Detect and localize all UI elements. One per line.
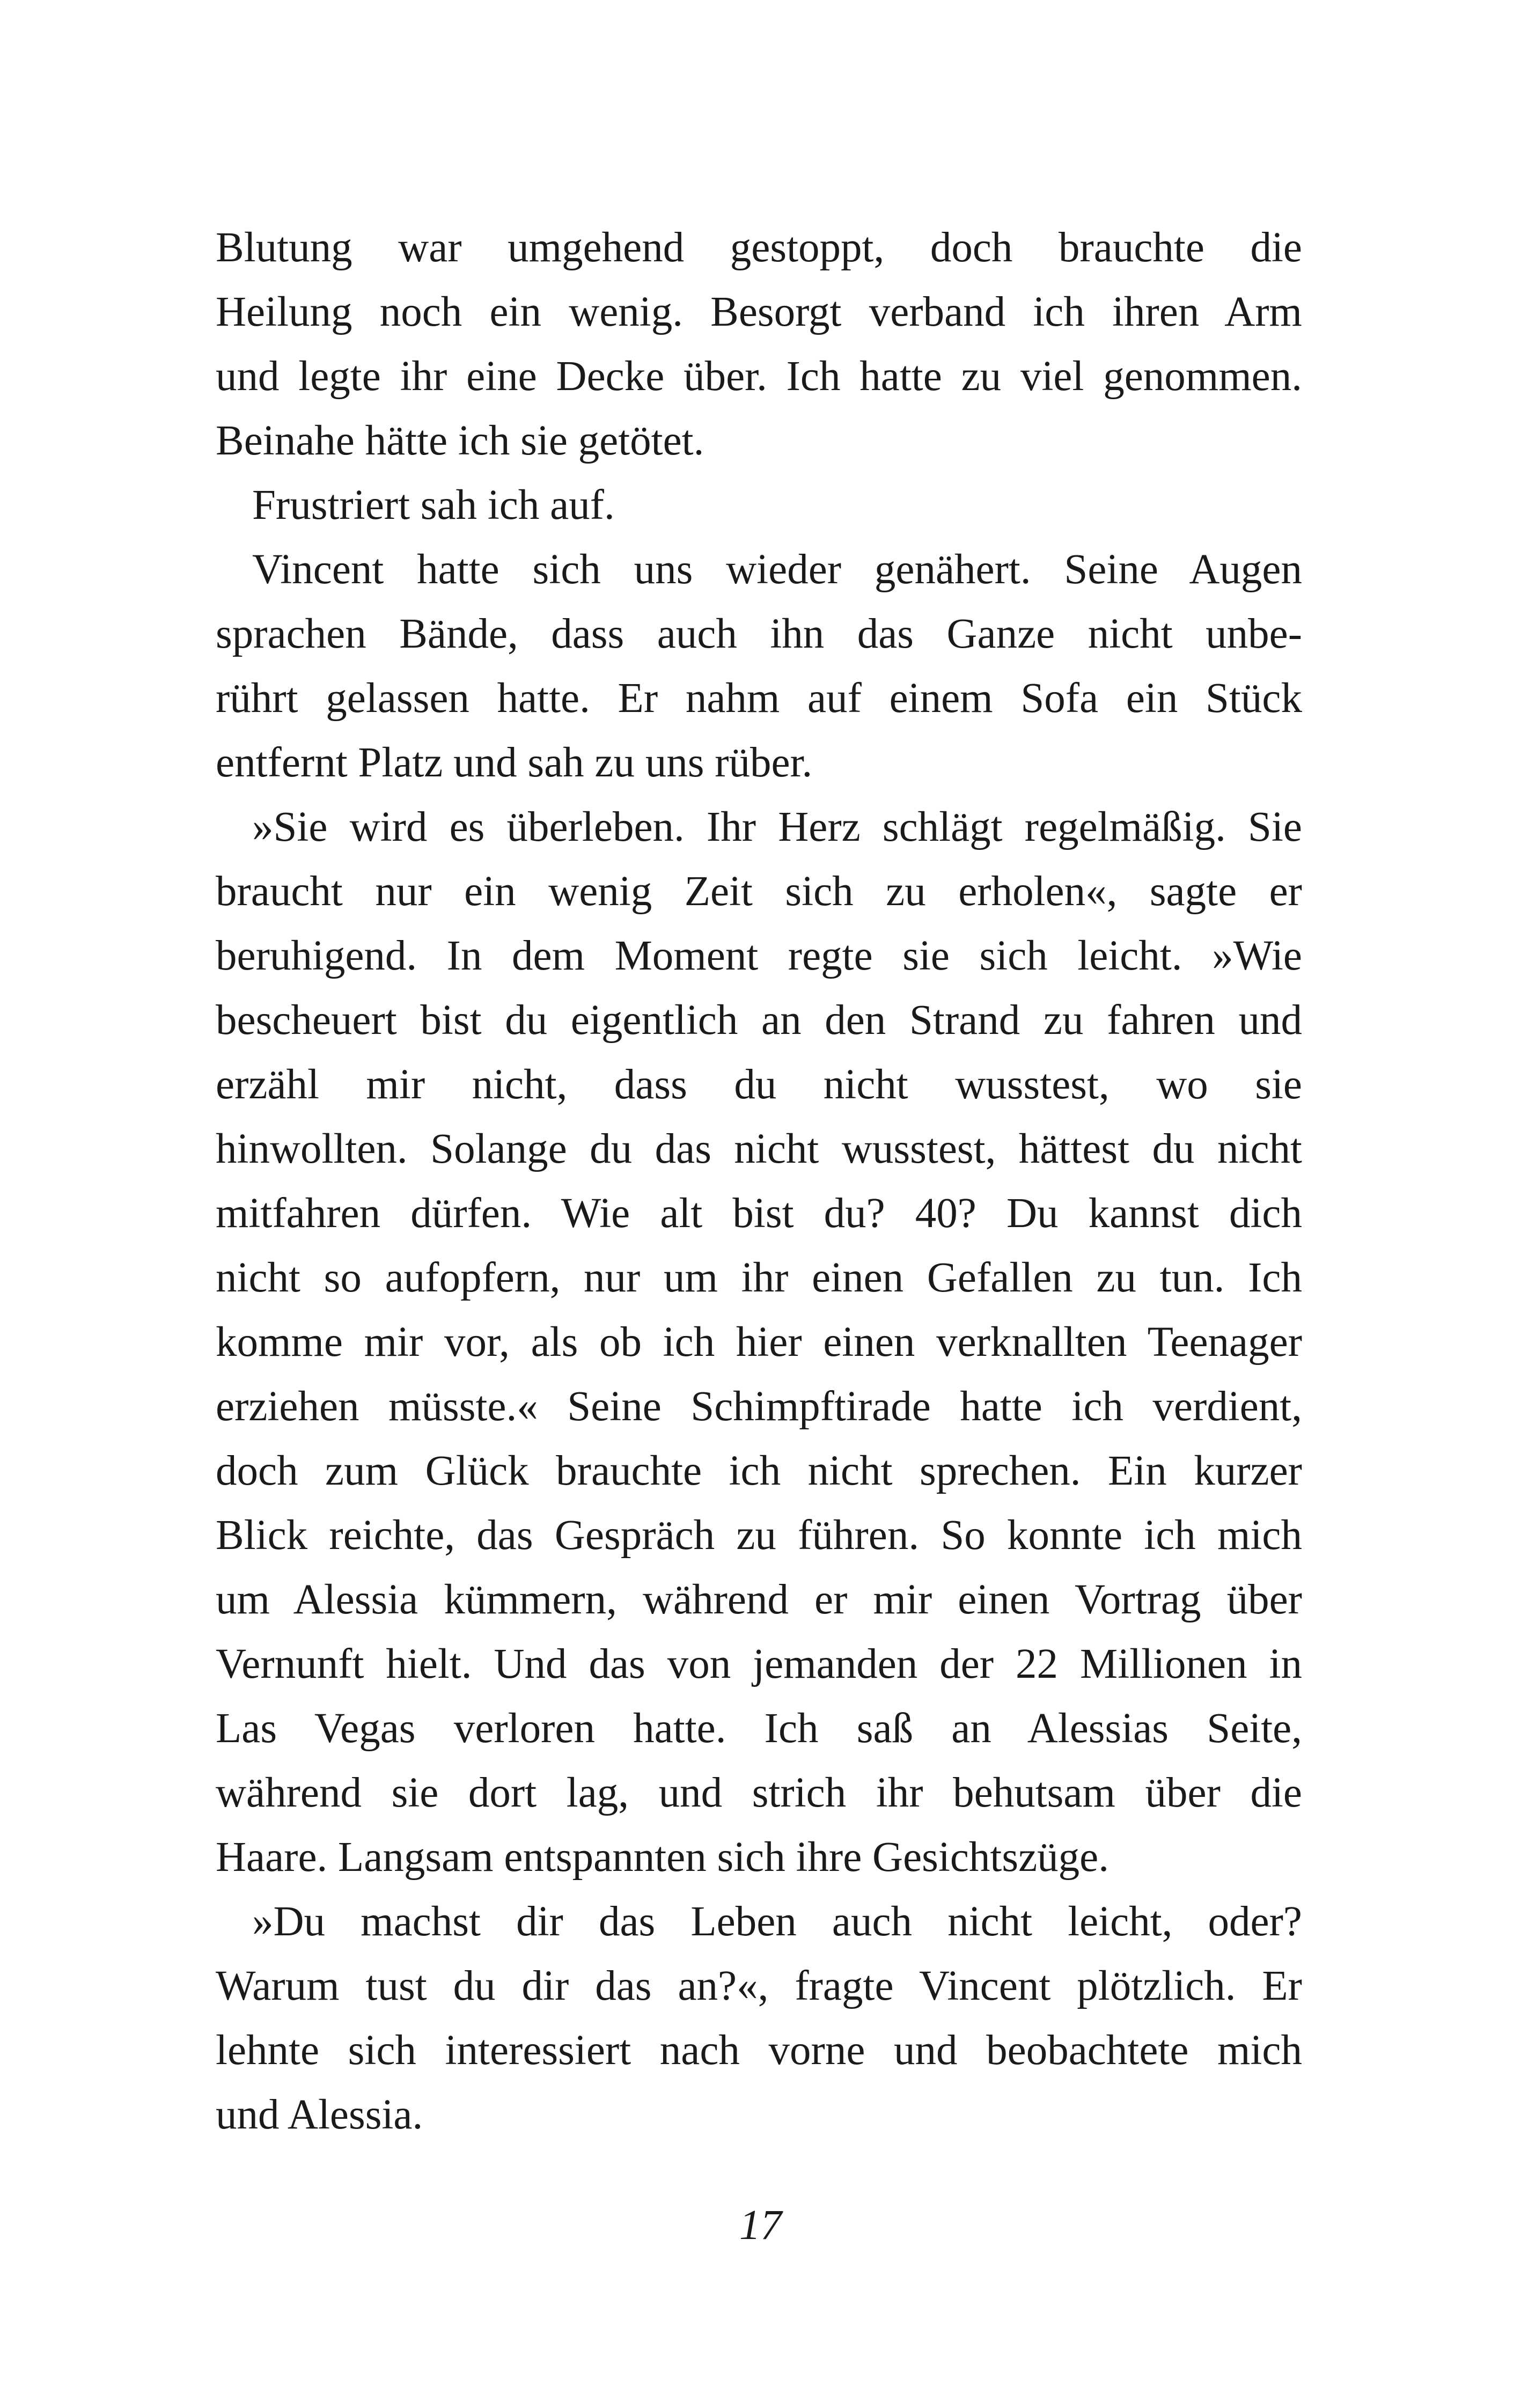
page-number: 17 [739, 2202, 782, 2249]
text-line: hinwollten. Solange du das nicht wusstest, hättest du nicht [216, 1126, 1302, 1172]
text-line: entfernt Platz und sah zu uns rüber. [216, 739, 813, 786]
text-line: mitfahren dürfen. Wie alt bist du? 40? Du kannst dich [216, 1190, 1302, 1237]
text-line: und Alessia. [216, 2091, 423, 2138]
text-line: Haare. Langsam entspannten sich ihre Gesichtszüge. [216, 1834, 1109, 1881]
text-line: Vincent hatte sich uns wieder genähert. Seine Augen [252, 546, 1302, 593]
text-line: Blick reichte, das Gespräch zu führen. So konnte ich mich [216, 1512, 1302, 1559]
text-line: bescheuert bist du eigentlich an den Strand zu fahren und [216, 997, 1302, 1044]
text-line: Heilung noch ein wenig. Besorgt verband ich ihren Arm [216, 289, 1302, 335]
text-line: Vernunft hielt. Und das von jemanden der 22 Millionen in [216, 1641, 1302, 1687]
text-line: erziehen müsste.« Seine Schimpftirade hatte ich verdient, [216, 1383, 1302, 1430]
text-line: Blutung war umgehend gestoppt, doch brauchte die [216, 224, 1302, 271]
text-line: doch zum Glück brauchte ich nicht sprechen. Ein kurzer [216, 1448, 1302, 1494]
text-line: rührt gelassen hatte. Er nahm auf einem Sofa ein Stück [216, 675, 1302, 722]
text-line: Frustriert sah ich auf. [252, 482, 615, 528]
text-line: sprachen Bände, dass auch ihn das Ganze nicht unbe- [216, 611, 1302, 657]
text-line: Beinahe hätte ich sie getötet. [216, 417, 704, 464]
text-line: braucht nur ein wenig Zeit sich zu erholen«, sagte er [216, 868, 1302, 915]
text-line: Las Vegas verloren hatte. Ich saß an Alessias Seite, [216, 1705, 1302, 1752]
text-line: lehnte sich interessiert nach vorne und beobachtete mich [216, 2027, 1302, 2074]
text-line: beruhigend. In dem Moment regte sie sich leicht. »Wie [216, 933, 1302, 979]
text-line: »Sie wird es überleben. Ihr Herz schlägt regelmäßig. Sie [252, 804, 1302, 850]
body-text [216, 216, 1302, 2147]
text-line: nicht so aufopfern, nur um ihr einen Gefallen zu tun. Ich [216, 1254, 1302, 1301]
text-line: komme mir vor, als ob ich hier einen verknallten Teenager [216, 1319, 1302, 1365]
text-line: erzähl mir nicht, dass du nicht wusstest, wo sie [216, 1061, 1302, 1108]
text-line: um Alessia kümmern, während er mir einen Vortrag über [216, 1576, 1302, 1623]
text-line: und legte ihr eine Decke über. Ich hatte zu viel genommen. [216, 353, 1302, 400]
text-line: »Du machst dir das Leben auch nicht leicht, oder? [252, 1898, 1302, 1945]
text-line: während sie dort lag, und strich ihr behutsam über die [216, 1770, 1302, 1816]
text-line: Warum tust du dir das an?«, fragte Vincent plötzlich. Er [216, 1963, 1302, 2009]
